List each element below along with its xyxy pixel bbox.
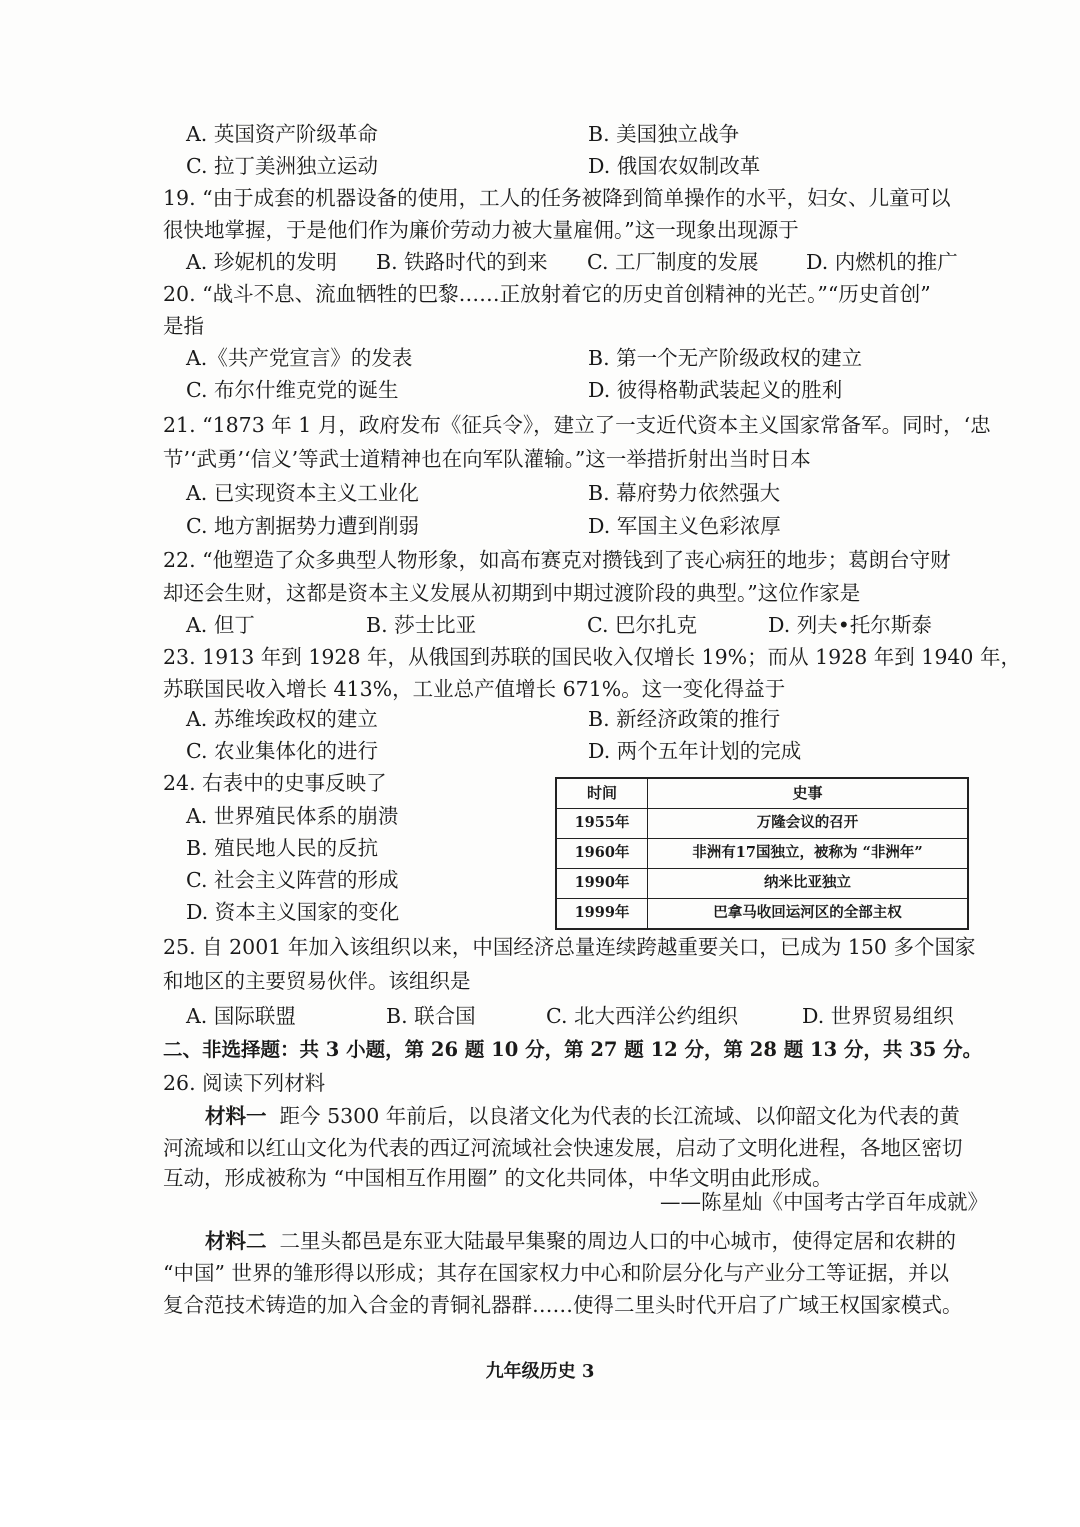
q25-option-b: B. 联合国 xyxy=(386,1004,476,1028)
q19-stem-line1: 19. “由于成套的机器设备的使用，工人的任务被降到简单操作的水平，妇女、儿童可以 xyxy=(163,186,951,210)
section-2-heading: 二、非选择题：共 3 小题，第 26 题 10 分，第 27 题 12 分，第 28 题 13 分，共 35 分。 xyxy=(163,1038,983,1061)
q25-option-a: A. 国际联盟 xyxy=(186,1004,296,1028)
q26-material1-line2: 河流域和以红山文化为代表的西辽河流域社会快速发展，启动了文明化进程，各地区密切 xyxy=(163,1136,963,1160)
q26-material1-line1 xyxy=(205,1106,960,1127)
q24-option-d: D. 资本主义国家的变化 xyxy=(186,900,400,924)
q24-stem: 24. 右表中的史事反映了 xyxy=(163,771,387,795)
material1-label: 材料一 xyxy=(205,1104,267,1128)
q26-material1-line3: 互动，形成被称为 “中国相互作用圈” 的文化共同体，中华文明由此形成。 xyxy=(163,1166,833,1190)
q21-stem-line1: 21. “1873 年 1 月，政府发布《征兵令》，建立了一支近代资本主义国家常备军。同时，‘忠 xyxy=(163,413,991,437)
q22-option-d: D. 列夫•托尔斯泰 xyxy=(768,613,932,637)
material2-label: 材料二 xyxy=(205,1229,267,1253)
q22-option-a: A. 但丁 xyxy=(186,613,255,637)
table-cell-event: 纳米比亚独立 xyxy=(648,869,969,899)
q24-option-b: B. 殖民地人民的反抗 xyxy=(186,836,379,860)
q26-material2-line3: 复合范技术铸造的加入合金的青铜礼器群……使得二里头时代开启了广域王权国家模式。 xyxy=(163,1293,963,1317)
q22-option-b: B. 莎士比亚 xyxy=(366,613,477,637)
q20-option-d: D. 彼得格勒武装起义的胜利 xyxy=(588,378,843,402)
q18-option-c: C. 拉丁美洲独立运动 xyxy=(186,154,378,178)
table-cell-time: 1990年 xyxy=(556,869,648,899)
q23-option-c: C. 农业集体化的进行 xyxy=(186,739,378,763)
q24-option-a: A. 世界殖民体系的崩溃 xyxy=(186,804,399,828)
q23-stem-line1: 23. 1913 年到 1928 年，从俄国到苏联的国民收入仅增长 19%；而从 1928 年到 1940 年， xyxy=(163,645,1021,669)
q21-option-a: A. 已实现资本主义工业化 xyxy=(186,481,419,505)
q19-option-d: D. 内燃机的推广 xyxy=(806,250,958,274)
q23-stem-line2: 苏联国民收入增长 413%，工业总产值增长 671%。这一变化得益于 xyxy=(163,677,786,701)
table-cell-event: 万隆会议的召开 xyxy=(648,809,969,839)
q21-option-d: D. 军国主义色彩浓厚 xyxy=(588,514,781,538)
q23-option-b: B. 新经济政策的推行 xyxy=(588,707,781,731)
table-row xyxy=(556,869,968,899)
q21-stem-line2: 节’‘武勇’‘信义’等武士道精神也在向军队灌输。”这一举措折射出当时日本 xyxy=(163,447,811,471)
q25-stem-line2: 和地区的主要贸易伙伴。该组织是 xyxy=(163,969,471,993)
q24-option-c: C. 社会主义阵营的形成 xyxy=(186,868,399,892)
q19-option-c: C. 工厂制度的发展 xyxy=(587,250,759,274)
q19-option-a: A. 珍妮机的发明 xyxy=(186,250,337,274)
material1-text: 距今 5300 年前后，以良渚文化为代表的长江流域、以仰韶文化为代表的黄 xyxy=(279,1104,960,1128)
q25-option-c: C. 北大西洋公约组织 xyxy=(546,1004,738,1028)
q20-option-c: C. 布尔什维克党的诞生 xyxy=(186,378,399,402)
q20-stem-line1: 20. “战斗不息、流血牺牲的巴黎……正放射着它的历史首创精神的光芒。”“历史首创” xyxy=(163,282,931,306)
table-row xyxy=(556,809,968,839)
q26-material1-source: ——陈星灿《中国考古学百年成就》 xyxy=(660,1190,988,1214)
q21-option-b: B. 幕府势力依然强大 xyxy=(588,481,781,505)
q22-stem-line1: 22. “他塑造了众多典型人物形象，如高布赛克对攒钱到了丧心病狂的地步；葛朗台守财 xyxy=(163,548,951,572)
q18-option-b: B. 美国独立战争 xyxy=(588,122,740,146)
q26-intro: 26. 阅读下列材料 xyxy=(163,1071,326,1095)
q22-option-c: C. 巴尔扎克 xyxy=(587,613,697,637)
q20-option-b: B. 第一个无产阶级政权的建立 xyxy=(588,346,863,370)
q26-material2-line2: “中国” 世界的雏形得以形成；其存在国家权力中心和阶层分化与产业分工等证据，并以 xyxy=(163,1261,949,1285)
table-header-event: 史事 xyxy=(648,778,969,809)
q26-material2-line1 xyxy=(205,1231,956,1252)
page-footer: 九年级历史 3 xyxy=(485,1361,595,1382)
q20-stem-line2: 是指 xyxy=(163,314,204,338)
material2-text: 二里头都邑是东亚大陆最早集聚的周边人口的中心城市，使得定居和农耕的 xyxy=(279,1229,957,1253)
table-cell-time: 1999年 xyxy=(556,899,648,930)
q18-option-d: D. 俄国农奴制改革 xyxy=(588,154,761,178)
page-bottom-margin xyxy=(0,1420,1080,1527)
table-row xyxy=(556,839,968,869)
q19-option-b: B. 铁路时代的到来 xyxy=(376,250,548,274)
q20-option-a: A.《共产党宣言》的发表 xyxy=(186,346,413,370)
table-cell-time: 1960年 xyxy=(556,839,648,869)
q23-option-a: A. 苏维埃政权的建立 xyxy=(186,707,378,731)
table-cell-time: 1955年 xyxy=(556,809,648,839)
table-cell-event: 巴拿马收回运河区的全部主权 xyxy=(648,899,969,930)
table-header-row xyxy=(556,778,968,809)
table-header-time: 时间 xyxy=(556,778,648,809)
table-row xyxy=(556,899,968,930)
table-cell-event: 非洲有17国独立，被称为 “非洲年” xyxy=(648,839,969,869)
q25-stem-line1: 25. 自 2001 年加入该组织以来，中国经济总量连续跨越重要关口，已成为 150 多个国家 xyxy=(163,935,976,959)
q25-option-d: D. 世界贸易组织 xyxy=(802,1004,954,1028)
q23-option-d: D. 两个五年计划的完成 xyxy=(588,739,802,763)
q24-events-table xyxy=(555,777,969,930)
q22-stem-line2: 却还会生财，这都是资本主义发展从初期到中期过渡阶段的典型。”这位作家是 xyxy=(163,581,861,605)
q21-option-c: C. 地方割据势力遭到削弱 xyxy=(186,514,419,538)
q19-stem-line2: 很快地掌握，于是他们作为廉价劳动力被大量雇佣。”这一现象出现源于 xyxy=(163,218,799,242)
q18-option-a: A. 英国资产阶级革命 xyxy=(186,122,378,146)
